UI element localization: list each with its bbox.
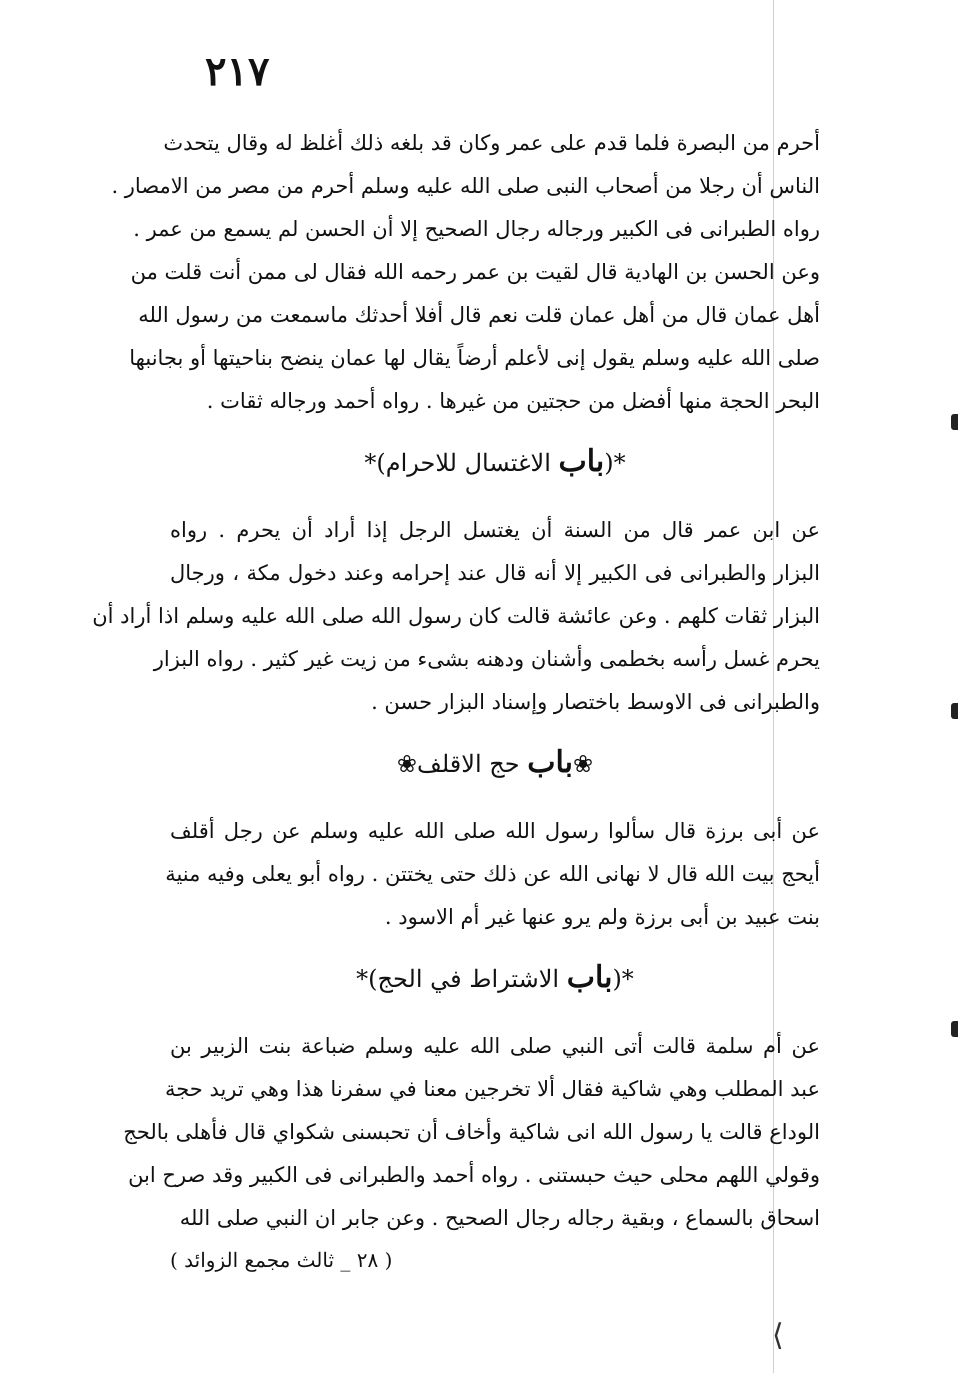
heading-ornament-open: *( <box>604 449 626 477</box>
text-line: عن ابن عمر قال من السنة أن يغتسل الرجل إذا أراد أن يحرم . رواه <box>170 518 820 542</box>
text-line: البحر الحجة منها أفضل من حجتين من غيرها . رواه أحمد ورجاله ثقات . <box>206 389 820 413</box>
heading-ornament-close: ❀ <box>396 750 418 778</box>
edge-binding-mark <box>951 1021 958 1037</box>
text-line: رواه الطبرانى فى الكبير ورجاله رجال الصحيح إلا أن الحسن لم يسمع من عمر . <box>133 217 820 241</box>
text-line: وعن الحسن بن الهادية قال لقيت بن عمر رحمه الله فقال لى ممن أنت قلت من <box>130 260 820 284</box>
edge-binding-mark <box>951 414 958 430</box>
text-line: اسحاق بالسماع ، وبقية رجاله رجال الصحيح . وعن جابر ان النبي صلى الله <box>179 1206 820 1230</box>
text-line: أيحج بيت الله قال لا نهانى الله عن ذلك حتى يختتن . رواه أبو يعلى وفيه منية <box>165 862 820 886</box>
text-line: يحرم غسل رأسه بخطمى وأشنان ودهنه بشىء من زيت غير كثير . رواه البزار <box>153 647 820 671</box>
paragraph <box>165 810 820 939</box>
text-line: البزار والطبرانى فى الكبير إلا أنه قال عند إحرامه وعند دخول مكة ، ورجال <box>170 561 820 585</box>
text-line: البزار ثقات كلهم . وعن عائشة قالت كان رسول الله صلى الله عليه وسلم اذا أراد أن <box>92 604 820 628</box>
heading-ornament-close: )* <box>364 449 386 477</box>
text-line: أهل عمان قال من أهل عمان قلت نعم قال أفلا أحدثك ماسمعت من رسول الله <box>138 303 820 327</box>
paragraph <box>123 1025 820 1240</box>
text-line: الناس أن رجلا من أصحاب النبى صلى الله عليه وسلم أحرم من مصر من الامصار . <box>111 174 820 198</box>
page-number: ٢١٧ <box>205 48 270 95</box>
heading-bab-word: باب <box>558 444 605 479</box>
section-heading <box>170 945 820 1011</box>
section-heading <box>170 730 820 796</box>
heading-ornament-open: *( <box>612 965 634 993</box>
section-heading <box>170 429 820 495</box>
text-line: عن أبى برزة قال سألوا رسول الله صلى الله عليه وسلم عن رجل أقلف <box>170 819 820 843</box>
heading-title: الاشتراط في الحج <box>377 965 560 993</box>
text-line: الوداع قالت يا رسول الله انى شاكية وأخاف أن تحبسنى شكواي قال فأهلى بالحج <box>123 1120 820 1144</box>
footer-signature: ( ٢٨ _ ثالث مجمع الزوائد ) <box>170 1248 393 1272</box>
text-column <box>92 122 820 1280</box>
heading-bab-word: باب <box>566 960 613 995</box>
text-line: وقولي اللهم محلى حيث حبستنى . رواه أحمد والطبرانى فى الكبير وقد صرح ابن <box>128 1163 820 1187</box>
heading-title: حج الاقلف <box>417 750 520 778</box>
text-line: أحرم من البصرة فلما قدم على عمر وكان قد بلغه ذلك أغلظ له وقال يتحدث <box>163 131 820 155</box>
text-line: عن أم سلمة قالت أتى النبي صلى الله عليه وسلم ضباعة بنت الزبير بن <box>170 1034 820 1058</box>
edge-binding-mark <box>951 703 958 719</box>
paragraph <box>111 122 820 423</box>
text-line: عبد المطلب وهي شاكية فقال ألا تخرجين معنا في سفرنا هذا وهي تريد حجة <box>164 1077 820 1101</box>
heading-ornament-open: ❀ <box>572 750 594 778</box>
paragraph <box>92 509 820 724</box>
text-line: صلى الله عليه وسلم يقول إنى لأعلم أرضاً يقال لها عمان ينضح بناحيتها أو بجانبها <box>129 346 820 370</box>
heading-ornament-close: )* <box>356 965 378 993</box>
text-line: والطبرانى فى الاوسط باختصار وإسناد البزار حسن . <box>371 690 820 714</box>
text-line: بنت عبيد بن أبى برزة ولم يرو عنها غير أم الاسود . <box>384 905 820 929</box>
page-corner-mark: ⟨ <box>772 1318 784 1353</box>
heading-title: الاغتسال للاحرام <box>385 449 551 477</box>
heading-bab-word: باب <box>527 745 573 780</box>
